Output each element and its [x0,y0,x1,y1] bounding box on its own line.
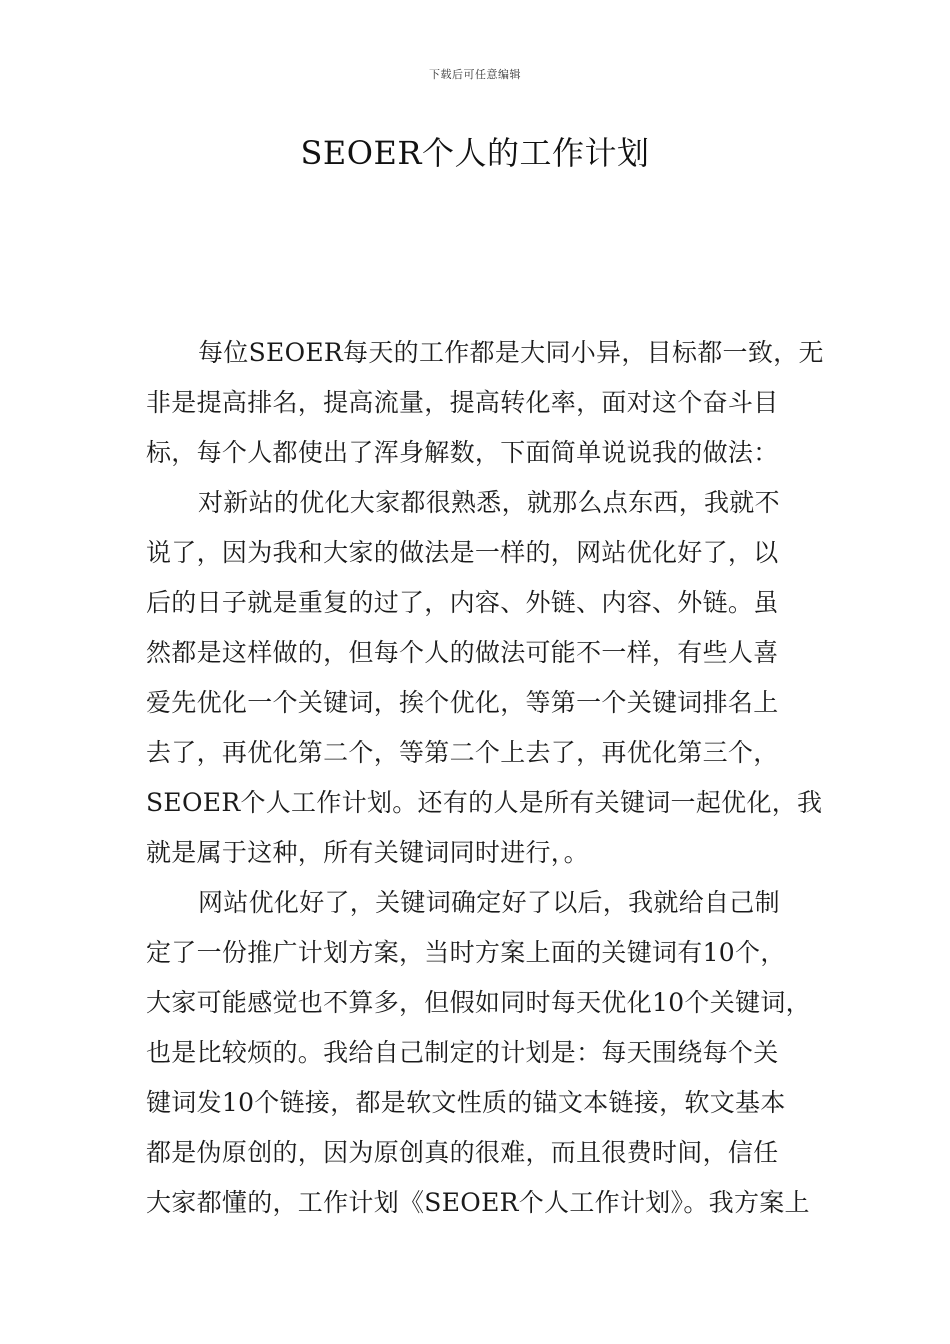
paragraph-line: 定了一份推广计划方案，当时方案上面的关键词有10个， [146,938,786,967]
paragraph-line: 标，每个人都使出了浑身解数，下面简单说说我的做法： [146,438,779,467]
paragraph-1 [146,328,824,478]
paragraph-line: 大家可能感觉也不算多，但假如同时每天优化10个关键词， [146,988,811,1017]
paragraph-line: SEOER个人工作计划。还有的人是所有关键词一起优化，我 [146,788,823,817]
document-body [146,328,824,1228]
paragraph-line: 去了，再优化第二个，等第二个上去了，再优化第三个， [146,738,779,767]
paragraph-line: 后的日子就是重复的过了，内容、外链、内容、外链。虽 [146,588,779,617]
paragraph-line: 也是比较烦的。我给自己制定的计划是：每天围绕每个关 [146,1038,779,1067]
header-note: 下载后可任意编辑 [429,68,521,81]
paragraph-line: 对新站的优化大家都很熟悉，就那么点东西，我就不 [198,488,780,517]
paragraph-line: 说了，因为我和大家的做法是一样的，网站优化好了，以 [146,538,779,567]
paragraph-3 [146,878,824,1228]
paragraph-line: 每位SEOER每天的工作都是大同小异，目标都一致，无 [198,338,824,367]
paragraph-line: 就是属于这种，所有关键词同时进行，。 [146,838,589,867]
paragraph-line: 都是伪原创的，因为原创真的很难，而且很费时间，信任 [146,1138,779,1167]
paragraph-line: 大家都懂的，工作计划《SEOER个人工作计划》。我方案上 [146,1188,810,1217]
paragraph-2 [146,478,824,878]
paragraph-line: 非是提高排名，提高流量，提高转化率，面对这个奋斗目 [146,388,779,417]
paragraph-line: 网站优化好了，关键词确定好了以后，我就给自己制 [198,888,780,917]
paragraph-line: 爱先优化一个关键词，挨个优化，等第一个关键词排名上 [146,688,779,717]
document-title: SEOER个人的工作计划 [300,134,650,172]
paragraph-line: 然都是这样做的，但每个人的做法可能不一样，有些人喜 [146,638,779,667]
paragraph-line: 键词发10个链接，都是软文性质的锚文本链接，软文基本 [146,1088,786,1117]
